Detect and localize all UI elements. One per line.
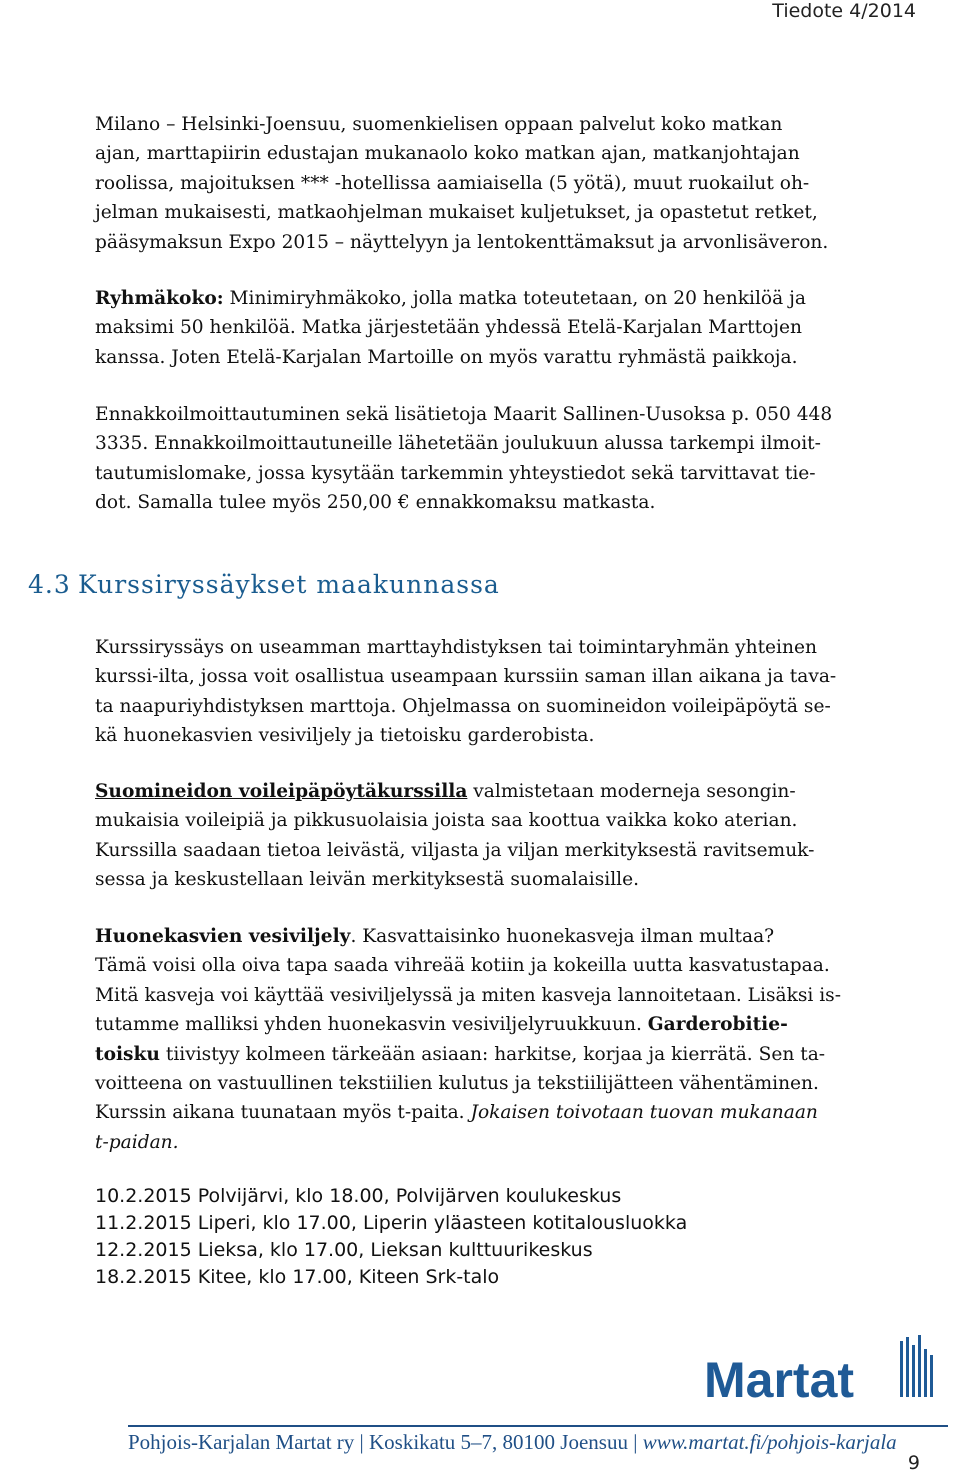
text-line: sessa ja keskustellaan leivän merkityksestä suomalaisille. (95, 869, 640, 891)
italic-note: Jokaisen toivotaan tuovan mukanaan (470, 1102, 818, 1124)
footer (128, 1430, 897, 1455)
text-line: pääsymaksun Expo 2015 – näyttelyyn ja lentokenttämaksut ja arvonlisäveron. (95, 231, 829, 253)
wardrobe-title-part2: toisku (95, 1043, 160, 1065)
course-date-item: 12.2.2015 Lieksa, klo 17.00, Lieksan kulttuurikeskus (95, 1239, 593, 1261)
paragraph-sandwich-course (95, 777, 900, 895)
text-line: Ennakkoilmoittautuminen sekä lisätietoja Maarit Sallinen-Uusoksa p. 050 448 (95, 404, 833, 425)
paragraph-travel-includes (95, 110, 900, 257)
text-line: ajan, marttapiirin edustajan mukanaolo koko matkan ajan, matkanjohtajan (95, 143, 800, 165)
section-title: Kurssiryssäykset maakunnassa (78, 570, 500, 599)
section-number: 4.3 (28, 570, 71, 599)
hydroponics-title: Huonekasvien vesiviljely (95, 926, 351, 947)
text-line: voitteena on vastuullinen tekstiilien kulutus ja tekstiilijätteen vähentäminen. (95, 1073, 819, 1095)
course-dates-list (95, 1183, 687, 1291)
text-line: Minimiryhmäkoko, jolla matka toteutetaan, on 20 henkilöä ja (223, 288, 806, 309)
text-line: Kurssin aikana tuunataan myös t-paita. (95, 1102, 471, 1124)
page-number: 9 (907, 1452, 920, 1474)
course-date-item: 11.2.2015 Liperi, klo 17.00, Liperin yläasteen kotitalousluokka (95, 1212, 688, 1234)
text-line: roolissa, majoituksen *** -hotellissa aamiaisella (5 yötä), muut ruokailut oh- (95, 172, 810, 194)
footer-web-link[interactable]: www.martat.fi/pohjois-karjala (642, 1430, 897, 1454)
text-line: Kurssiryssäys on useamman marttayhdistyksen tai toimintaryhmän yhteinen (95, 637, 817, 658)
paragraph-group-size (95, 284, 900, 372)
text-line: tautumislomake, jossa kysytään tarkemmin yhteystiedot sekä tarvittavat tie- (95, 462, 816, 484)
text-line: kä huonekasvien vesiviljely ja tietoisku garderobista. (95, 725, 595, 747)
paragraph-registration (95, 400, 900, 518)
text-line: dot. Samalla tulee myös 250,00 € ennakkomaksu matkasta. (95, 492, 656, 514)
paragraph-hydroponics (95, 922, 900, 1157)
course-date-item: 10.2.2015 Polvijärvi, klo 18.00, Polvijärven koulukeskus (95, 1185, 622, 1207)
text-line: kurssi-ilta, jossa voit osallistua useampaan kurssiin saman illan aikana ja tava- (95, 666, 837, 688)
wardrobe-title-part1: Garderobitie- (647, 1014, 788, 1036)
text-line: maksimi 50 henkilöä. Matka järjestetään yhdessä Etelä-Karjalan Marttojen (95, 317, 803, 339)
text-line: jelman mukaisesti, matkaohjelman mukaiset kuljetukset, ja opastetut retket, (95, 202, 818, 224)
text-line: tutamme malliksi yhden huonekasvin vesiviljelyruukkuun. (95, 1014, 648, 1036)
page-header: Tiedote 4/2014 (772, 0, 916, 22)
group-size-label: Ryhmäkoko: (95, 288, 224, 309)
text-line: kanssa. Joten Etelä-Karjalan Martoille on myös varattu ryhmästä paikkoja. (95, 346, 798, 368)
text-line: ta naapuriyhdistyksen marttoja. Ohjelmassa on suomineidon voileipäpöytä se- (95, 695, 831, 717)
section-heading (28, 570, 500, 599)
text-line: tiivistyy kolmeen tärkeään asiaan: harkitse, korjaa ja kierrätä. Sen ta- (159, 1043, 826, 1065)
text-line: 3335. Ennakkoilmoittautuneille lähetetään joulukuun alussa tarkempi ilmoit- (95, 433, 821, 455)
paragraph-course-intro (95, 633, 900, 751)
text-line: Mitä kasveja voi käyttää vesiviljelyssä ja miten kasveja lannoitetaan. Lisäksi is- (95, 984, 842, 1006)
italic-note: t-paidan. (95, 1131, 179, 1153)
footer-divider (128, 1425, 948, 1427)
text-line: mukaisia voileipiä ja pikkusuolaisia joista saa koottua vaikka koko aterian. (95, 810, 798, 832)
text-line: Milano – Helsinki-Joensuu, suomenkielisen oppaan palvelut koko matkan (95, 114, 783, 135)
footer-address: Pohjois-Karjalan Martat ry | Koskikatu 5–7, 80100 Joensuu | (128, 1430, 638, 1454)
text-line: . Kasvattaisinko huonekasveja ilman multaa? (350, 926, 775, 947)
sandwich-course-title: Suomineidon voileipäpöytäkurssilla (95, 781, 468, 802)
martat-logo (704, 1335, 944, 1423)
text-line: Tämä voisi olla oiva tapa saada vihreää kotiin ja kokeilla uutta kasvatustapaa. (95, 955, 830, 977)
text-line: Kurssilla saadaan tietoa leivästä, viljasta ja viljan merkityksestä ravitsemuk- (95, 839, 815, 861)
course-date-item: 18.2.2015 Kitee, klo 17.00, Kiteen Srk-talo (95, 1266, 500, 1288)
text-line: valmistetaan moderneja sesongin- (467, 781, 796, 802)
logo-wordmark: Martat (704, 1352, 855, 1408)
logo-emblem-icon (900, 1335, 933, 1397)
